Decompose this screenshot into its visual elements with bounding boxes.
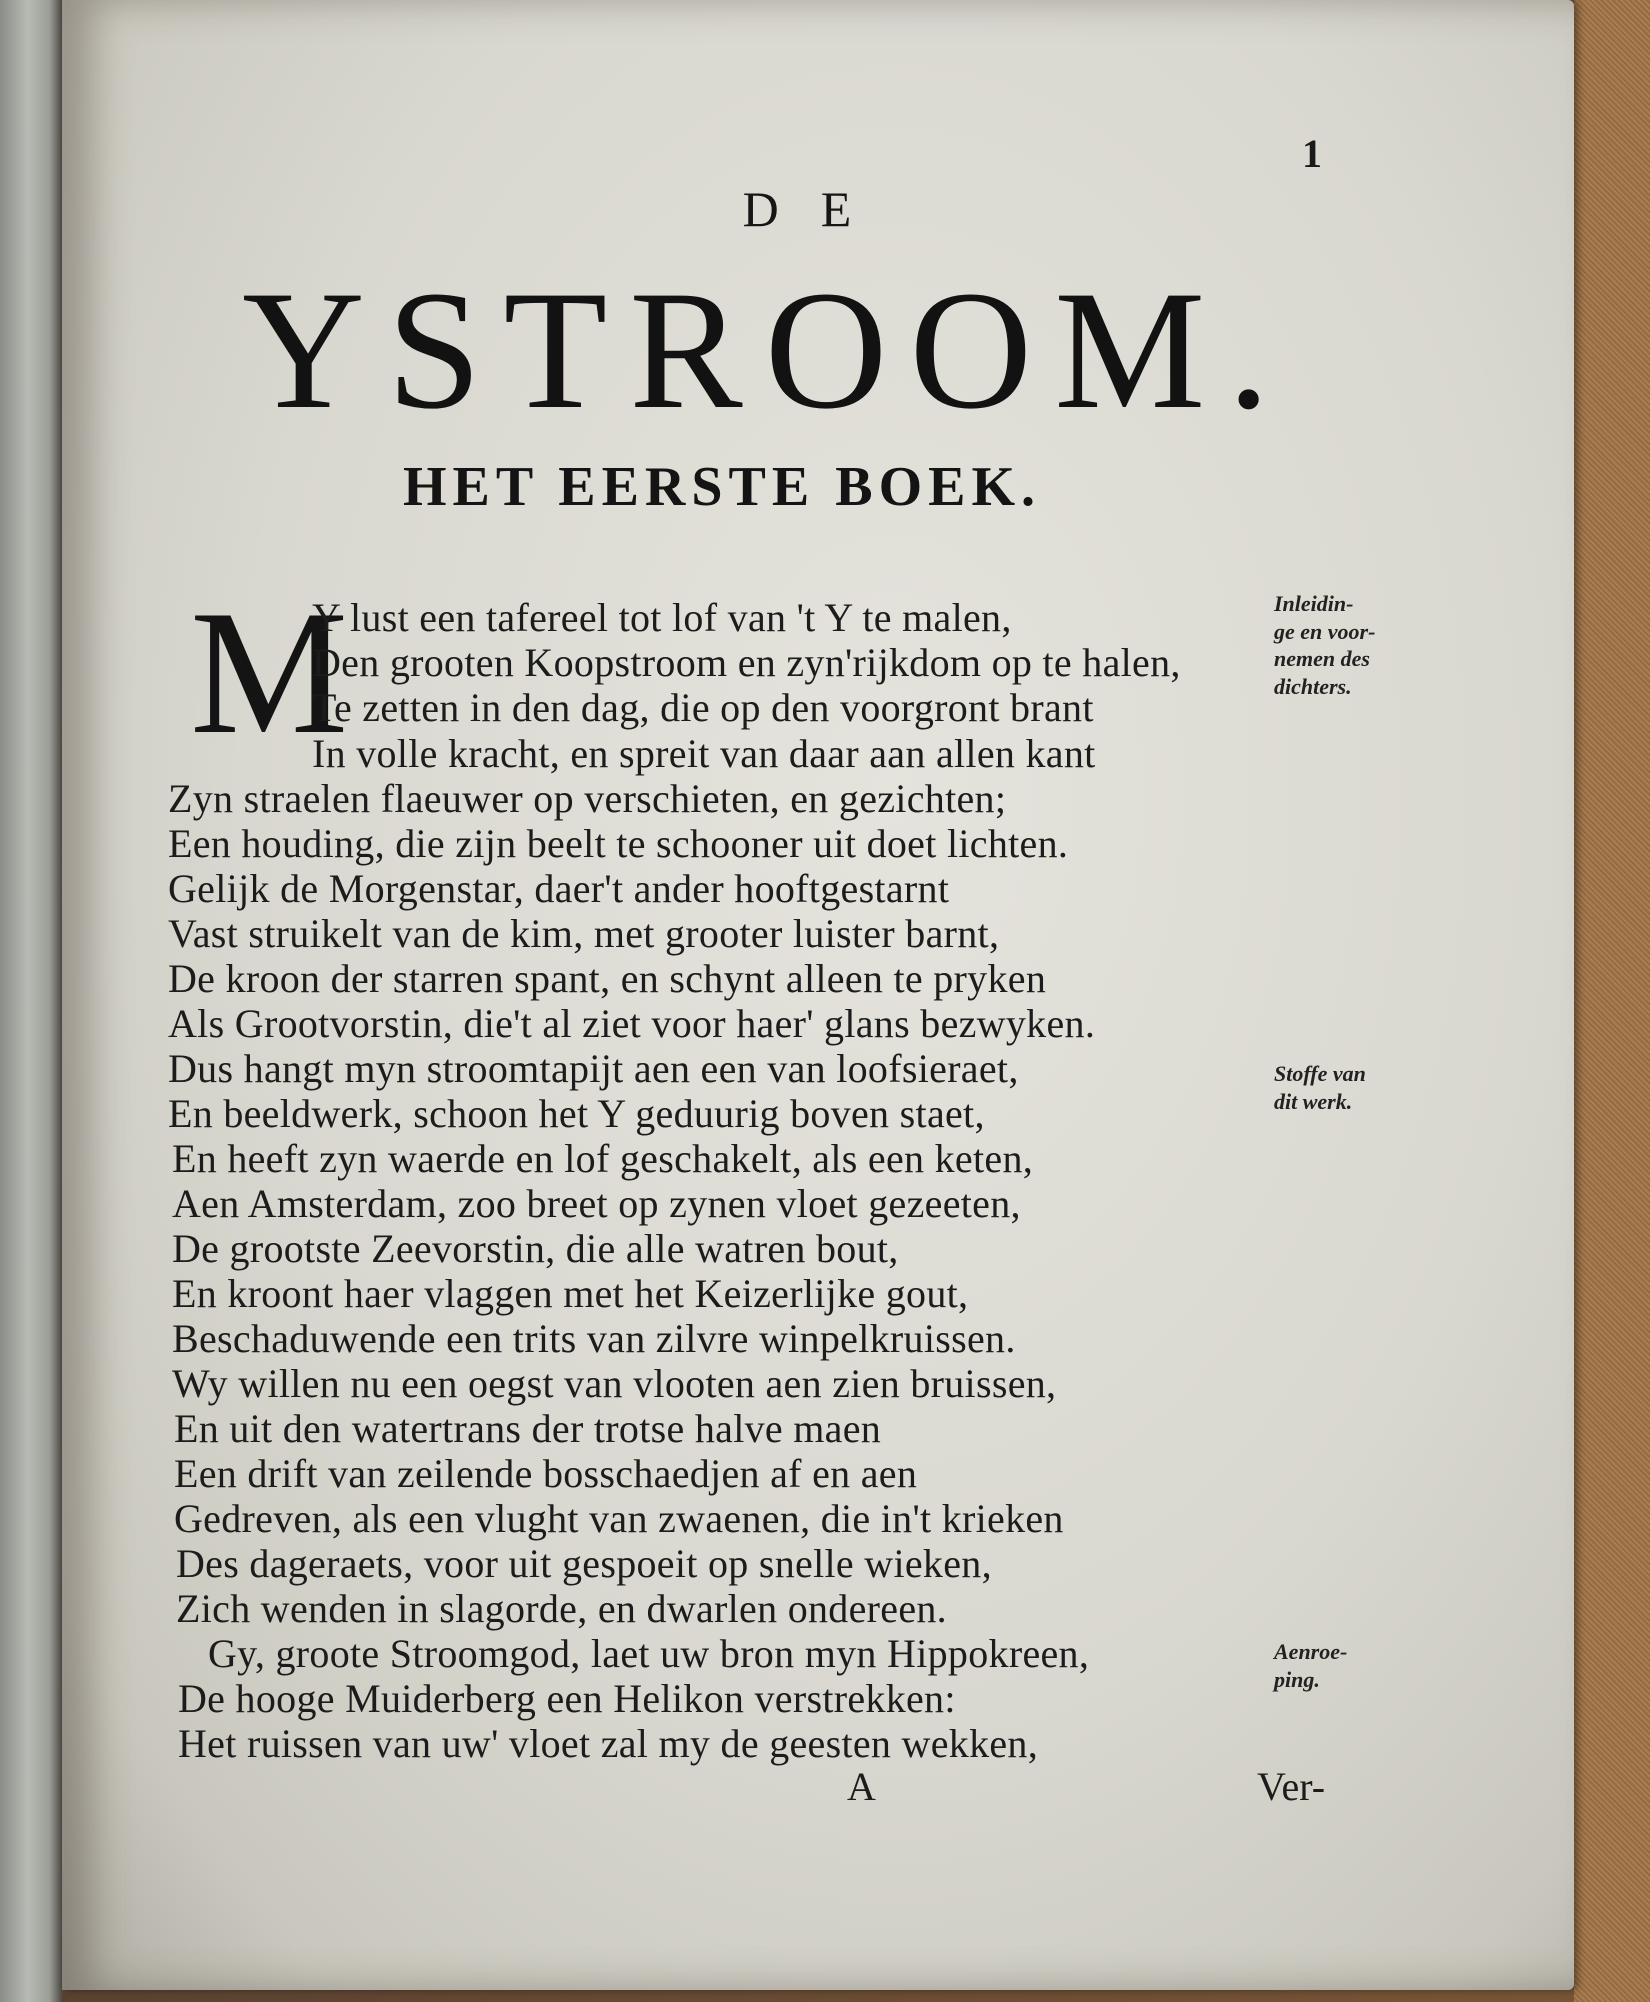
poem-line: Beschaduwende een trits van zilvre winpelkruissen. [172,1316,1016,1361]
margin-note: Stoffe van dit werk. [1274,1061,1366,1114]
poem-line: De kroon der starren spant, en schynt alleen te pryken [168,956,1047,1001]
margin-note: Inleidin- ge en voor- nemen des dichters. [1274,591,1376,699]
poem-line: Y lust een tafereel tot lof van 't Y te malen, [312,595,1012,640]
signature-mark: A [847,1764,876,1809]
book-page [62,0,1574,1990]
poem-line: Te zetten in den dag, die op den voorgront brant [312,685,1094,730]
poem-line: En uit den watertrans der trotse halve maen [174,1406,882,1451]
poem-line: Het ruissen van uw' vloet zal my de geesten wekken, [178,1721,1039,1766]
poem-line: Zyn straelen flaeuwer op verschieten, en gezichten; [168,776,1007,821]
poem-line: Wy willen nu een oegst van vlooten aen zien bruissen, [172,1361,1057,1406]
poem-line: Vast struikelt van de kim, met grooter luister barnt, [168,911,1000,956]
poem-line: Gedreven, als een vlught van zwaenen, die in't krieken [174,1496,1064,1541]
page-number: 1 [1302,131,1322,176]
poem-line: Zich wenden in slagorde, en dwarlen ondereen. [176,1586,947,1631]
poem-line: Dus hangt myn stroomtapijt aen een van loofsieraet, [168,1046,1019,1091]
poem-line: Gelijk de Morgenstar, daer't ander hooftgestarnt [168,866,950,911]
poem-line: Des dageraets, voor uit gespoeit op snelle wieken, [176,1541,992,1586]
poem-line: De grootste Zeevorstin, die alle watren bout, [172,1226,899,1271]
left-page-edge [0,0,62,2002]
title-article: DE [742,181,894,237]
cloth-cover [1574,0,1650,2002]
poem-line: Den grooten Koopstroom en zyn'rijkdom op te halen, [312,640,1181,685]
book-heading: HET EERSTE BOEK. [402,456,1042,518]
catchword: Ver- [1257,1764,1326,1809]
margin-note: Aenroe- ping. [1274,1639,1348,1692]
poem-line: En heeft zyn waerde en lof geschakelt, als een keten, [172,1136,1034,1181]
poem-line: En beeldwerk, schoon het Y geduurig boven staet, [168,1091,985,1136]
page-title: YSTROOM. [242,256,1292,444]
poem-line: En kroont haer vlaggen met het Keizerlijke gout, [172,1271,969,1316]
poem-line: Een houding, die zijn beelt te schooner uit doet lichten. [168,821,1069,866]
drop-cap: M [190,573,349,771]
poem-line: De hooge Muiderberg een Helikon verstrekken: [178,1676,956,1721]
poem-line: In volle kracht, en spreit van daar aan allen kant [312,731,1096,776]
poem-line: Gy, groote Stroomgod, laet uw bron myn Hippokreen, [208,1631,1090,1676]
poem-line: Als Grootvorstin, die't al ziet voor haer' glans bezwyken. [168,1001,1096,1046]
poem-line: Aen Amsterdam, zoo breet op zynen vloet gezeeten, [172,1181,1021,1226]
poem-line: Een drift van zeilende bosschaedjen af en aen [174,1451,918,1496]
